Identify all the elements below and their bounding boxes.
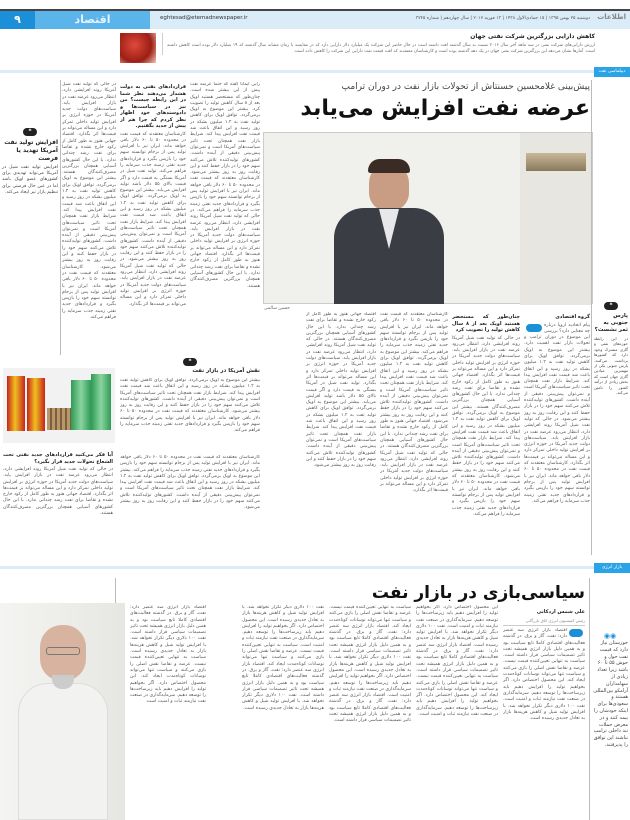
- divider: [591, 80, 592, 555]
- column-text: اقتصاد بازار انرژی سه عنصر دارد: نفت، گاز و برق. در گذشته فعالیت‌های اقتصادی کاملا تابع سیاست بود و به همین دلیل بازار انرژی همیشه تحت تاثیر تصمیمات سیاسی قرار داشته است.: [130, 605, 206, 636]
- quote-mark-icon: [526, 324, 542, 332]
- quote-mark-icon: [569, 629, 583, 637]
- column-text: بیشتر این موضوع به اوپک برمی‌گردد. توافق اوپک برای کاهش تولید نفت به ۱.۲ میلیون بشکه در روز رسید و این اتفاق باعث شد قیمت نفت افزایش پیدا کند. شرایط بازار نفت همچنان تحت تاثیر سیاست‌های آمریکا است و نمی‌توان پیش‌بینی دقیقی از آینده داشت. کشورهای تولیدکننده تلاش می‌کنند سهم خود را در بازار حفظ کنند و این رقابت روز به روز بیشتر می‌شود.: [120, 378, 260, 415]
- article-column: [130, 605, 206, 818]
- article-kicker: پیش‌بینی غلامحسین حسنتاش از تحولات بازار نفت در دوران ترامپ: [341, 82, 590, 92]
- article-column: [120, 82, 186, 352]
- column-text: بیشتر این موضوع به اوپک برمی‌گردد. توافق اوپک برای کاهش تولید نفت به ۱.۲ میلیون بشکه در روز رسید و این اتفاق باعث شد قیمت نفت افزایش پیدا کند. شرایط بازار نفت همچنان تحت تاثیر سیاست‌های آمریکا است و نمی‌توان پیش‌بینی دقیقی از آینده داشت. کشورهای تولیدکننده تلاش می‌کنند سهم خود را در بازار حفظ کنند و این رقابت روز به روز بیشتر می‌شود.: [306, 400, 376, 469]
- column-text: این محصول اختصاص دارد. اگر بخواهیم تولید را افزایش دهیم باید زیرساخت‌ها را توسعه دهیم. سرمایه‌گذاری در صنعت نفت نیازمند ثبات و امنیت است.: [416, 693, 498, 718]
- column-text: بیشتر این موضوع به اوپک برمی‌گردد. توافق اوپک برای کاهش تولید نفت به ۱.۲ میلیون بشکه در روز رسید و این اتفاق باعث شد قیمت نفت افزایش پیدا کند. شرایط بازار نفت همچنان تحت تاثیر سیاست‌های آمریکا است و نمی‌توان پیش‌بینی دقیقی از آینده داشت. کشورهای تولیدکننده تلاش می‌کنند سهم خود را در بازار حفظ کنند و این رقابت روز به روز بیشتر می‌شود.: [62, 176, 116, 270]
- article-column: [190, 82, 260, 352]
- article-headline: عرضه نفت افزایش می‌یابد: [300, 96, 590, 121]
- article-column: [524, 312, 590, 552]
- page-number: ۹: [0, 11, 35, 29]
- section-strip: [0, 566, 630, 569]
- column-text: اقتصاد بازار انرژی سه عنصر دارد: نفت، گاز و برق. در گذشته فعالیت‌های اقتصادی کاملا تابع سیاست بود و به همین دلیل بازار انرژی همیشه تحت تاثیر تصمیمات سیاسی قرار داشته است.: [503, 628, 585, 659]
- column-text: نفت ۱۰۰ دلاری دیگر تکرار نخواهد شد. با افزایش تولید شیل و کاهش هزینه‌ها بازار به تعادل جدیدی رسیده است.: [416, 623, 498, 648]
- article-headline: سیاسی‌بازی در بازار نفت: [371, 583, 585, 603]
- lead-text: پیام اتحادیه اروپا درباره چه معنایی دارد؟ بررسی این موضوع در دوران ترامپ و تحولات بازار نفت اهمیت دارد.: [524, 322, 590, 347]
- column-text: اقتصاد جهانی هنوز به طور کامل از رکود خارج نشده و تقاضا برای نفت رشد چندانی ندارد. با این حال کشورهای آسیایی همچنان بزرگترین مصرف‌کنندگان هستند.: [380, 419, 448, 450]
- column-text: اقتصاد بازار انرژی سه عنصر دارد: نفت، گاز و برق. در گذشته فعالیت‌های اقتصادی کاملا تابع سیاست بود و به همین دلیل بازار انرژی همیشه تحت تاثیر تصمیمات سیاسی قرار داشته است.: [416, 642, 498, 673]
- column-text: بیشتر این موضوع به اوپک برمی‌گردد. توافق اوپک برای کاهش تولید نفت به ۱.۲ میلیون بشکه در روز رسید و این اتفاق باعث شد قیمت نفت افزایش پیدا کند. شرایط بازار نفت همچنان تحت تاثیر سیاست‌های آمریکا است و نمی‌توان پیش‌بینی دقیقی از آینده داشت. کشورهای تولیدکننده تلاش می‌کنند سهم خود را در بازار حفظ کنند و این رقابت روز به روز بیشتر می‌شود.: [524, 347, 590, 422]
- column-text: این محصول اختصاص دارد. اگر بخواهیم تولید را افزایش دهیم باید زیرساخت‌ها را توسعه دهیم. سرمایه‌گذاری در صنعت نفت نیازمند ثبات و امنیت است.: [416, 605, 498, 629]
- column-text: نفت ۱۰۰ دلاری دیگر تکرار نخواهد شد. با افزایش تولید شیل و کاهش هزینه‌ها بازار به تعادل جدیدی رسیده است.: [503, 703, 585, 722]
- column-text: نفت ۱۰۰ دلاری دیگر تکرار نخواهد شد. با افزایش تولید شیل و کاهش هزینه‌ها بازار به تعادل جدیدی رسیده است.: [242, 605, 324, 623]
- article-column: [380, 312, 448, 552]
- column-text: در حالی که تولید نفت شیل آمریکا روند افزایشی دارد، انتظار می‌رود عرضه نفت در بازار افزایش یابد. سیاست‌های دولت جدید آمریکا در حوزه انرژی بر افزایش تولید داخلی تمرکز دارد و این مساله می‌تواند بر قیمت‌ها اثر بگذارد.: [190, 207, 260, 258]
- divider: [589, 578, 590, 820]
- column-text: سیاست به تنهایی تعیین‌کننده قیمت نیست. عرضه و تقاضا نقش اصلی را بازی می‌کنند و سیاست تنها می‌تواند نوسانات کوتاه‌مدت ایجاد کند.: [329, 605, 411, 629]
- column-text: کارشناسان معتقدند که قیمت نفت در محدوده ۵۰ تا ۶۰ دلار باقی خواهد ماند. ایران نیز با افزایش تولید پس از برجام توانسته سهم خود را بازپس بگیرد و قراردادهای جدید نفتی زمینه جذب سرمایه را فراهم می‌کند.: [120, 131, 186, 175]
- article-column: [3, 450, 113, 555]
- quote-icon: ❝: [23, 128, 37, 136]
- subsection: [120, 358, 260, 377]
- column-text: کارشناسان معتقدند که قیمت نفت در محدوده ۵۰ تا ۶۰ دلار باقی خواهد ماند. ایران نیز با افزایش تولید پس از برجام توانسته سهم خود را بازپس بگیرد و قراردادهای جدید نفتی زمینه جذب سرمایه را فراهم می‌کند.: [190, 176, 260, 213]
- column-text: این محصول اختصاص دارد. اگر بخواهیم تولید را افزایش دهیم باید زیرساخت‌ها را توسعه دهیم. سرمایه‌گذاری در صنعت نفت نیازمند ثبات و امنیت است.: [242, 617, 324, 648]
- author-name: علی شمس اردکانی: [536, 609, 585, 615]
- column-text: اقتصاد جهانی هنوز به طور کامل از رکود خارج نشده و تقاضا برای نفت رشد چندانی ندارد. با این حال کشورهای آسیایی همچنان بزرگترین مصرف‌کنندگان هستند.: [3, 492, 113, 517]
- photo-caption: حسین سالمی: [264, 306, 290, 311]
- pull-quote: [2, 128, 58, 196]
- divider: [60, 80, 61, 355]
- article-column: [306, 312, 376, 552]
- column-text: کارشناسان معتقدند که قیمت نفت در محدوده ۵۰ تا ۶۰ دلار باقی خواهد ماند. ایران نیز با افزایش تولید پس از برجام توانسته سهم خود را بازپس بگیرد و قراردادهای جدید نفتی زمینه جذب سرمایه را فراهم می‌کند.: [120, 455, 260, 473]
- teaser-text: ارزش دارایی‌های شرکت نفتی در سه ماهه آخر سال ۲۰۱۶ نسبت به سال گذشته افت داشته است در حال حاضر این شرکت یک میلیارد دلار دارایی دارد که در مقایسه با زمان مشابه سال گذشته که ۱۹ میلیارد دلار بوده است کاهش داشته است. آمارها نشان می‌دهد این بزرگترین شرکت نفتی جهان در یک دهه گذشته بوده است و کارشناسان معتقدند که افت قیمت نفت دارایی این شرکت را کاهش داده است.: [167, 43, 595, 54]
- column-text: کارشناسان معتقدند که قیمت نفت در محدوده ۵۰ تا ۶۰ دلار باقی خواهد ماند. ایران نیز با افزایش تولید پس از برجام توانسته سهم خود را بازپس بگیرد و قراردادهای جدید نفتی زمینه جذب سرمایه را فراهم می‌کند.: [524, 461, 590, 504]
- article-column: [62, 82, 116, 352]
- author-role: رئیس کمیسیون انرژی اتاق بازرگانی: [503, 618, 585, 626]
- column-text: نفت ۱۰۰ دلاری دیگر تکرار نخواهد شد. با افزایش تولید شیل و کاهش هزینه‌ها بازار به تعادل جدیدی رسیده است.: [329, 655, 411, 673]
- column-text: بیشتر این موضوع به اوپک برمی‌گردد. توافق اوپک برای کاهش تولید نفت به ۱.۲ میلیون بشکه در روز رسید و این اتفاق باعث شد قیمت نفت افزایش پیدا کند. شرایط بازار نفت همچنان تحت تاثیر سیاست‌های آمریکا است و نمی‌توان پیش‌بینی دقیقی از آینده داشت. کشورهای تولیدکننده تلاش می‌کنند سهم خود را در بازار حفظ کنند و این رقابت روز به روز بیشتر می‌شود.: [120, 188, 186, 263]
- column-text: تولید نفت شیل در آمریکا بستگی به قیمت دارد و اگر قیمت بالای ۵۵ دلار باشد تولید افزایش می‌یابد.: [120, 169, 186, 194]
- subheading: نقش آمریکا در بازار نفت: [192, 368, 260, 374]
- column-text: در حالی که تولید نفت شیل آمریکا روند افزایشی دارد، انتظار می‌رود عرضه نفت در بازار افزایش یابد. سیاست‌های دولت جدید آمریکا در حوزه انرژی بر افزایش تولید داخلی تمرکز دارد و این مساله می‌تواند بر قیمت‌ها اثر بگذارد.: [524, 416, 590, 467]
- section-title: اقتصاد: [35, 11, 150, 29]
- column-text: کارشناسان معتقدند که قیمت نفت در محدوده ۵۰ تا ۶۰ دلار باقی خواهد ماند. ایران نیز با افزایش تولید پس از برجام توانسته سهم خود را بازپس بگیرد و قراردادهای جدید نفتی زمینه جذب سرمایه را فراهم می‌کند.: [120, 409, 260, 434]
- section-tag: بازار انرژی: [594, 563, 630, 573]
- column-text: رابی ایمانا گفته که حتما عرضه نفت پیش از این بیشتر شده است. چنان‌طور که مستحضر هستید اوپک بعد از ۸ سال کاهش تولید را تصویب کرد.: [190, 82, 260, 113]
- photo-box: [3, 368, 115, 443]
- column-text: این محصول اختصاص دارد. اگر بخواهیم تولید را افزایش دهیم باید زیرساخت‌ها را توسعه دهیم. سرمایه‌گذاری در صنعت نفت نیازمند ثبات و امنیت است.: [329, 667, 411, 699]
- pull-quote: [594, 302, 628, 395]
- pull-quote-title: افزایش تولید نفت آمریکا تهدید یا فرصت: [4, 139, 58, 162]
- article-column: [120, 378, 260, 453]
- author-photo: [0, 603, 125, 820]
- teaser-image: [120, 33, 156, 63]
- column-text: اقتصاد جهانی هنوز به طور کامل از رکود خارج نشده و تقاضا برای نفت رشد چندانی ندارد. با این حال کشورهای آسیایی همچنان بزرگترین مصرف‌کنندگان هستند.: [306, 312, 376, 343]
- column-text: در حالی که تولید نفت شیل آمریکا روند افزایشی دارد، انتظار می‌رود عرضه نفت در بازار افزایش یابد. سیاست‌های دولت جدید آمریکا در حوزه انرژی بر افزایش تولید داخلی تمرکز دارد و این مساله می‌تواند بر قیمت‌ها اثر بگذارد.: [120, 257, 186, 307]
- column-text: اقتصاد بازار انرژی سه عنصر دارد: نفت، گاز و برق. در گذشته فعالیت‌های اقتصادی کاملا تابع سیاست بود و به همین دلیل بازار انرژی همیشه تحت تاثیر تصمیمات سیاسی قرار داشته است.: [242, 661, 324, 699]
- column-text: نفت ۱۰۰ دلاری دیگر تکرار نخواهد شد. با افزایش تولید شیل و کاهش هزینه‌ها بازار به تعادل جدیدی رسیده است.: [130, 636, 206, 655]
- quote-icon: ◉◉: [603, 632, 617, 640]
- newspaper-logo: اطلاعات: [597, 13, 626, 21]
- author-box: [503, 607, 585, 626]
- column-text: سیاست به تنهایی تعیین‌کننده قیمت نیست. عرضه و تقاضا نقش اصلی را بازی می‌کنند و سیاست تنها می‌تواند نوسانات کوتاه‌مدت ایجاد کند.: [242, 642, 324, 667]
- quote-icon: ❝: [604, 302, 618, 310]
- divider: [115, 578, 116, 603]
- quote-icon: ❝: [183, 358, 197, 366]
- column-text: اقتصاد جهانی هنوز به طور کامل از رکود خارج نشده و تقاضا برای نفت رشد چندانی ندارد. با این حال کشورهای آسیایی همچنان بزرگترین مصرف‌کنندگان هستند.: [62, 132, 116, 176]
- column-text: سیاست به تنهایی تعیین‌کننده قیمت نیست. عرضه و تقاضا نقش اصلی را بازی می‌کنند و سیاست تنها می‌تواند نوسانات کوتاه‌مدت ایجاد کند.: [130, 655, 206, 680]
- byline: گروه اقتصادی: [555, 314, 590, 320]
- column-text: بیشتر این موضوع به اوپک برمی‌گردد. توافق اوپک برای کاهش تولید نفت به ۱.۲ میلیون بشکه در روز رسید و این اتفاق باعث شد قیمت نفت افزایش پیدا کند. شرایط بازار نفت همچنان تحت تاثیر سیاست‌های آمریکا است و نمی‌توان پیش‌بینی دقیقی از آینده داشت. کشورهای تولیدکننده تلاش می‌کنند سهم خود را در بازار حفظ کنند و این رقابت روز به روز بیشتر می‌شود.: [120, 467, 260, 511]
- column-text: در حالی که تولید نفت شیل آمریکا روند افزایشی دارد، انتظار می‌رود عرضه نفت در بازار افزایش یابد. سیاست‌های دولت جدید آمریکا در حوزه انرژی بر افزایش تولید داخلی تمرکز دارد و این مساله می‌تواند بر قیمت‌ها اثر بگذارد.: [306, 337, 376, 387]
- teaser-title: کاهش دارایی بزرگترین شرکت نفتی جهان: [470, 33, 595, 40]
- column-text: کارشناسان معتقدند که قیمت نفت در محدوده ۵۰ تا ۶۰ دلار باقی خواهد ماند. ایران نیز با افزایش تولید پس از برجام توانسته سهم خود را بازپس بگیرد و قراردادهای جدید نفتی زمینه جذب سرمایه را فراهم می‌کند.: [452, 474, 520, 517]
- section-strip: [0, 70, 630, 73]
- column-text: اقتصاد جهانی هنوز به طور کامل از رکود خارج نشده و تقاضا برای نفت رشد چندانی ندارد. با این حال کشورهای آسیایی همچنان بزرگترین مصرف‌کنندگان هستند.: [190, 252, 260, 289]
- pull-quote-title: پارس جنوبی به ثمر نشست؟: [594, 313, 628, 333]
- article-column: [329, 605, 411, 818]
- column-text: سیاست به تنهایی تعیین‌کننده قیمت نیست. عرضه و تقاضا نقش اصلی را بازی می‌کنند و سیاست تنها می‌تواند نوسانات کوتاه‌مدت ایجاد کند.: [503, 659, 585, 684]
- column-text: کارشناسان معتقدند که قیمت نفت در محدوده ۵۰ تا ۶۰ دلار باقی خواهد ماند. ایران نیز با افزایش تولید پس از برجام توانسته سهم خود را بازپس بگیرد و قراردادهای جدید نفتی زمینه جذب سرمایه را فراهم می‌کند.: [380, 312, 448, 355]
- pull-quote-text: در این رابطه حوزه‌های نفتی و گازی مشترک وجود دارد که کشورها برداشت می‌کنند. پارس جنوبی یکی از مهمترین میادین گازی جهان است که بخش زیادی از درآمد کشور را تامین می‌کند.: [594, 336, 628, 396]
- section-tag: دیپلماسی نفت: [594, 67, 630, 77]
- column-text: در حالی که تولید نفت شیل آمریکا روند افزایشی دارد، انتظار می‌رود عرضه نفت در بازار افزایش یابد. سیاست‌های دولت جدید آمریکا در حوزه انرژی بر افزایش تولید داخلی تمرکز دارد و این مساله می‌تواند بر قیمت‌ها اثر بگذارد.: [452, 335, 520, 379]
- pull-quote: [592, 632, 628, 749]
- column-text: در حالی که تولید نفت شیل آمریکا روند افزایشی دارد، انتظار می‌رود عرضه نفت در بازار افزایش یابد. سیاست‌های دولت جدید آمریکا در حوزه انرژی بر افزایش تولید داخلی تمرکز دارد و این مساله می‌تواند بر قیمت‌ها اثر بگذارد.: [62, 82, 116, 138]
- email-link[interactable]: eghtesad@etemadnewspaper.ir: [160, 15, 248, 21]
- column-text: نفت ۱۰۰ دلاری دیگر تکرار نخواهد شد. با افزایش تولید شیل و کاهش هزینه‌ها بازار به تعادل جدیدی رسیده است.: [242, 693, 324, 711]
- article-column: [242, 605, 324, 818]
- article-column: [452, 312, 520, 552]
- column-text: بیشتر این موضوع به اوپک برمی‌گردد. توافق اوپک برای کاهش تولید نفت به ۱.۲ میلیون بشکه در روز رسید و این اتفاق باعث شد قیمت نفت افزایش پیدا کند. شرایط بازار نفت همچنان تحت تاثیر سیاست‌های آمریکا است و نمی‌توان پیش‌بینی دقیقی از آینده داشت. کشورهای تولیدکننده تلاش می‌کنند سهم خود را در بازار حفظ کنند و این رقابت روز به روز بیشتر می‌شود.: [380, 349, 448, 425]
- subheading: چنان‌طور که مستحضر هستید اوپک بعد از ۸ سال کاهش تولید را تصویب کرد: [452, 314, 520, 333]
- subheading: آیا فکر می‌کنید قراردادهای جدید نفتی تحت الشعاع تحولات جدید قرار بگیرد؟: [3, 452, 113, 465]
- teaser: [162, 33, 595, 55]
- article-column: [503, 628, 585, 818]
- article-column: [120, 455, 260, 555]
- column-text: در حالی که تولید نفت شیل آمریکا روند افزایشی دارد، انتظار می‌رود عرضه نفت در بازار افزایش یابد. سیاست‌های دولت جدید آمریکا در حوزه انرژی بر افزایش تولید داخلی تمرکز دارد و این مساله می‌تواند بر قیمت‌ها اثر بگذارد.: [380, 444, 448, 494]
- column-text: اقتصاد جهانی هنوز به طور کامل از رکود خارج نشده و تقاضا برای نفت رشد چندانی ندارد. با این حال کشورهای آسیایی همچنان بزرگترین مصرف‌کنندگان هستند.: [452, 373, 520, 410]
- column-text: اقتصاد بازار انرژی سه عنصر دارد: نفت، گاز و برق. در گذشته فعالیت‌های اقتصادی کاملا تابع سیاست بود و به همین دلیل بازار انرژی همیشه تحت تاثیر تصمیمات سیاسی قرار داشته است.: [329, 623, 411, 655]
- column-text: سیاست به تنهایی تعیین‌کننده قیمت نیست. عرضه و تقاضا نقش اصلی را بازی می‌کنند و سیاست تنها می‌تواند نوسانات کوتاه‌مدت ایجاد کند.: [416, 674, 498, 699]
- pull-quote-text: خوزستان نیاز دارد که قیمت نفت حول و حوش ۵۵ تا ۶۰ باشد زیرا تعداد زیادی از سهامداران آرامکو بین‌المللی هستند و سعودی‌ها برای اینکه خودشان را بیمه کنند و در معرض حملات تند داخلی ترامپ نباشند این توافق را پذیرفتند.: [593, 640, 628, 748]
- issue-date: دوشنبه ۲۵ بهمن ۱۳۹۵ | ۱۵ جمادی‌الاول ۱۴۳۸ | ۱۳ فوریه ۲۰۱۷ | سال چهاردهم | شماره ۳۷۴۵: [415, 16, 590, 21]
- pull-quote-text: افزایش تولید نفت شیل در آمریکا می‌تواند تهدیدی برای کشورهای عضو اوپک باشد اما در عین حال فرصتی برای تنظیم بازار نیز ایجاد می‌کند.: [2, 165, 58, 195]
- column-text: این محصول اختصاص دارد. اگر بخواهیم تولید را افزایش دهیم باید زیرساخت‌ها را توسعه دهیم. سرمایه‌گذاری در صنعت نفت نیازمند ثبات و امنیت است.: [130, 674, 206, 705]
- column-text: بیشتر این موضوع به اوپک برمی‌گردد. توافق اوپک برای کاهش تولید نفت به ۱.۲ میلیون بشکه در روز رسید و این اتفاق باعث شد قیمت نفت افزایش پیدا کند. شرایط بازار نفت همچنان تحت تاثیر سیاست‌های آمریکا است و نمی‌توان پیش‌بینی دقیقی از آینده داشت. کشورهای تولیدکننده تلاش می‌کنند سهم خود را در بازار حفظ کنند و این رقابت روز به روز بیشتر می‌شود.: [452, 404, 520, 480]
- column-text: در حالی که تولید نفت شیل آمریکا روند افزایشی دارد، انتظار می‌رود عرضه نفت در بازار افزایش یابد. سیاست‌های دولت جدید آمریکا در حوزه انرژی بر افزایش تولید داخلی تمرکز دارد و این مساله می‌تواند بر قیمت‌ها اثر بگذارد.: [3, 467, 113, 498]
- column-text: کارشناسان معتقدند که قیمت نفت در محدوده ۵۰ تا ۶۰ دلار باقی خواهد ماند. ایران نیز با افزایش تولید پس از برجام توانسته سهم خود را بازپس بگیرد و قراردادهای جدید نفتی زمینه جذب سرمایه را فراهم می‌کند.: [62, 264, 116, 320]
- interview-photo: [263, 132, 593, 304]
- column-text: اقتصاد بازار انرژی سه عنصر دارد: نفت، گاز و برق. در گذشته فعالیت‌های اقتصادی کاملا تابع سیاست بود و به همین دلیل بازار انرژی همیشه تحت تاثیر تصمیمات سیاسی قرار داشته است.: [329, 693, 411, 724]
- column-text: بیشتر این موضوع به اوپک برمی‌گردد. توافق اوپک برای کاهش تولید نفت به ۱.۲ میلیون بشکه در روز رسید و این اتفاق باعث شد قیمت نفت افزایش پیدا کند. شرایط بازار نفت همچنان تحت تاثیر سیاست‌های آمریکا است و نمی‌توان پیش‌بینی دقیقی از آینده داشت. کشورهای تولیدکننده تلاش می‌کنند سهم خود را در بازار حفظ کنند و این رقابت روز به روز بیشتر می‌شود.: [190, 107, 260, 176]
- subheading: قراردادهای نفتی به دولت هشدار می‌دهند نظر شما در این رابطه چیست؟ من نیز در سیاست‌ها و دادوستدهای خود اظهار نظر کردم که چرا هم از پیش از جدید بگفتیم.: [120, 84, 186, 129]
- column-text: تولید نفت شیل در آمریکا بستگی به قیمت دارد و اگر قیمت بالای ۵۵ دلار باشد تولید افزایش می‌یابد.: [306, 381, 376, 406]
- article-column: [416, 605, 498, 818]
- column-text: این محصول اختصاص دارد. اگر بخواهیم تولید را افزایش دهیم باید زیرساخت‌ها را توسعه دهیم. سرمایه‌گذاری در صنعت نفت نیازمند ثبات و امنیت است.: [503, 678, 585, 703]
